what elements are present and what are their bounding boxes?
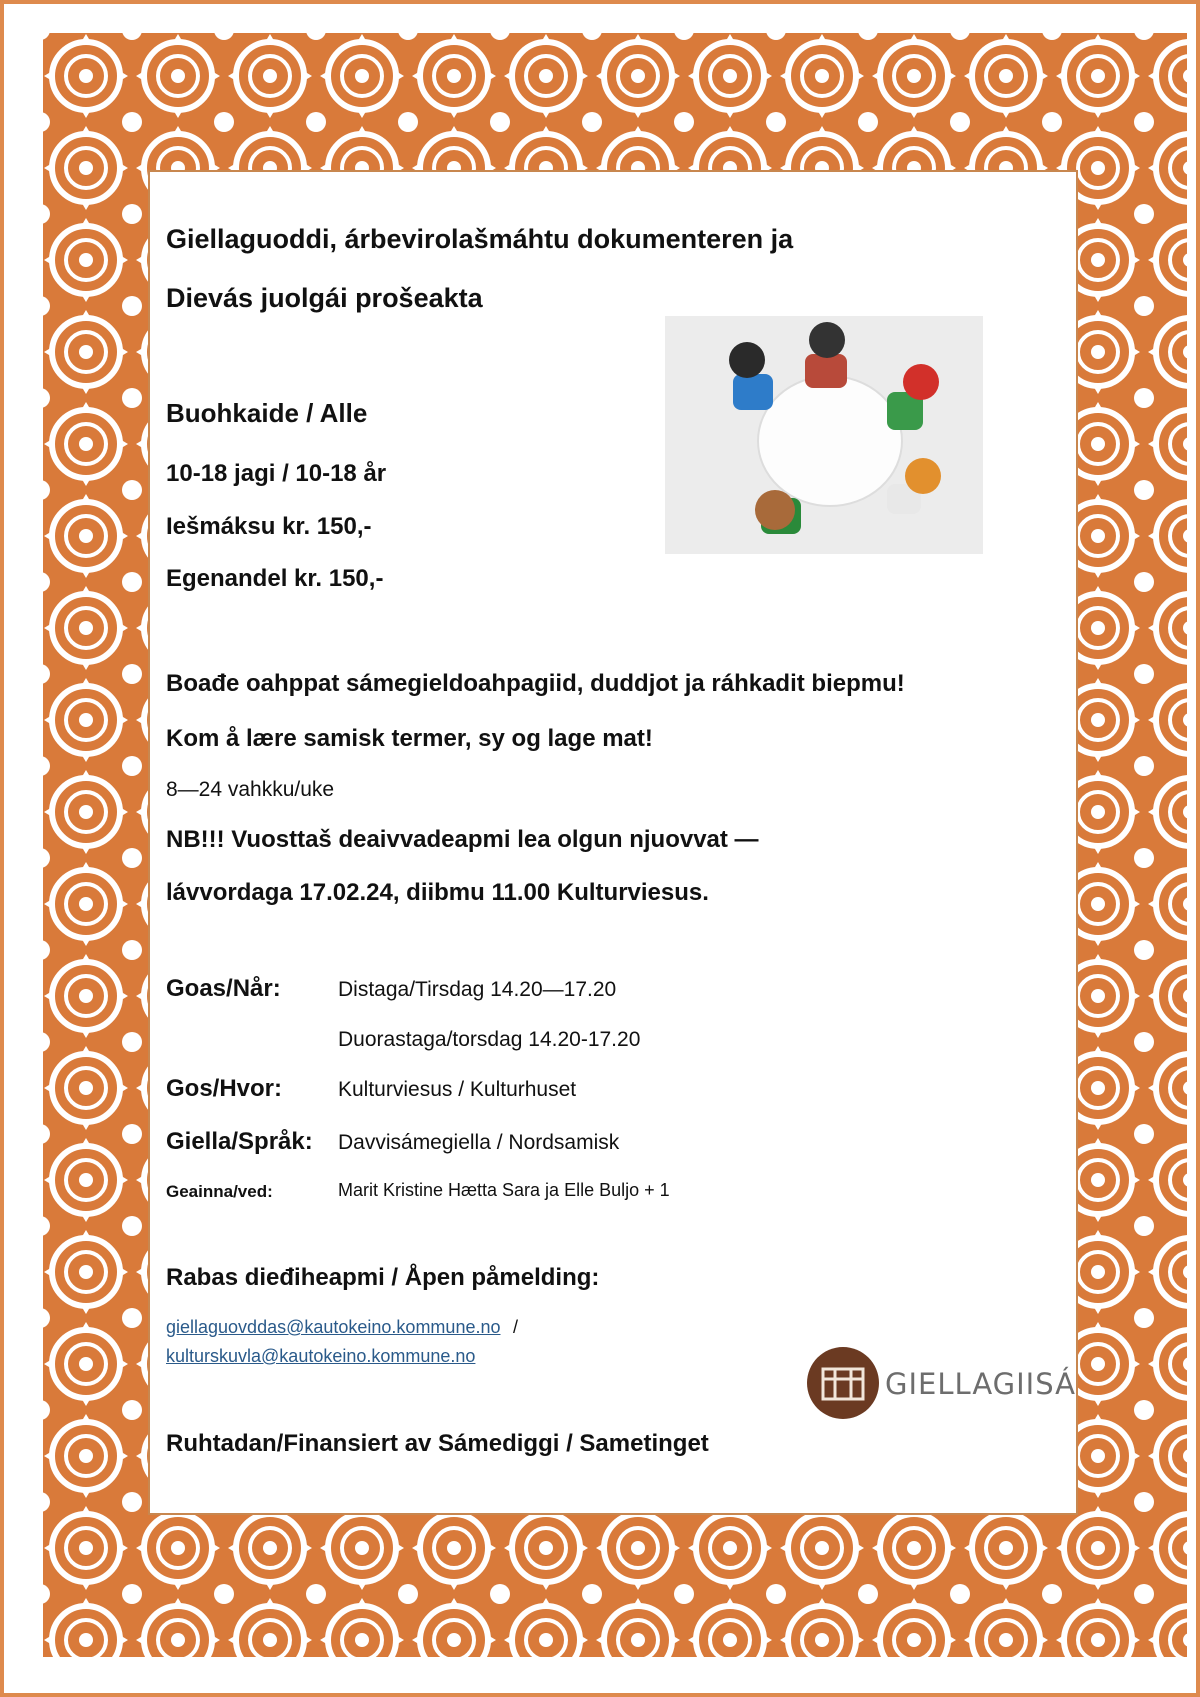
language-label: Giella/Språk: — [166, 1128, 313, 1155]
when-value-2: Duorastaga/torsdag 14.20-17.20 — [338, 1028, 641, 1051]
signup-heading: Rabas dieđiheapmi / Åpen påmelding: — [166, 1264, 600, 1291]
email-link-giellaguovddas[interactable]: giellaguovddas@kautokeino.kommune.no — [166, 1317, 501, 1337]
fee-norwegian: Egenandel kr. 150,- — [166, 565, 384, 592]
nb-line-1: NB!!! Vuosttaš deaivvadeapmi lea olgun njuovvat — — [166, 826, 759, 853]
logo-wordmark: GIELLAGIISÁ — [885, 1367, 1077, 1401]
audience-heading: Buohkaide / Alle — [166, 398, 368, 428]
email-link-kulturskuvla[interactable]: kulturskuvla@kautokeino.kommune.no — [166, 1346, 476, 1366]
fee-sami: Iešmáksu kr. 150,- — [166, 513, 372, 540]
invite-sami: Boađe oahppat sámegieldoahpagiid, duddjot ja ráhkadit biepmu! — [166, 670, 905, 697]
language-value: Davvisámegiella / Nordsamisk — [338, 1131, 620, 1154]
where-value: Kulturviesus / Kulturhuset — [338, 1078, 577, 1101]
funding-line: Ruhtadan/Finansiert av Sámediggi / Sametinget — [166, 1430, 709, 1457]
age-range: 10-18 jagi / 10-18 år — [166, 460, 387, 487]
where-label: Gos/Hvor: — [166, 1075, 283, 1102]
invite-norwegian: Kom å lære samisk termer, sy og lage mat! — [166, 725, 653, 752]
figures-around-table-photo — [665, 316, 983, 554]
weeks-info: 8—24 vahkku/uke — [166, 778, 335, 801]
leader-value: Marit Kristine Hætta Sara ja Elle Buljo + 1 — [338, 1180, 670, 1200]
nb-line-2: lávvordaga 17.02.24, diibmu 11.00 Kulturviesus. — [166, 879, 709, 906]
leader-label: Geainna/ved: — [166, 1182, 273, 1201]
title-line-1: Giellaguoddi, árbevirolašmáhtu dokumenteren ja — [166, 224, 794, 254]
when-value-1: Distaga/Tirsdag 14.20—17.20 — [338, 978, 617, 1001]
title-line-2: Dievás juolgái prošeakta — [166, 283, 483, 313]
giellagiisa-logo — [805, 1333, 1077, 1433]
email-separator: / — [512, 1317, 518, 1337]
when-label: Goas/Når: — [166, 975, 281, 1002]
